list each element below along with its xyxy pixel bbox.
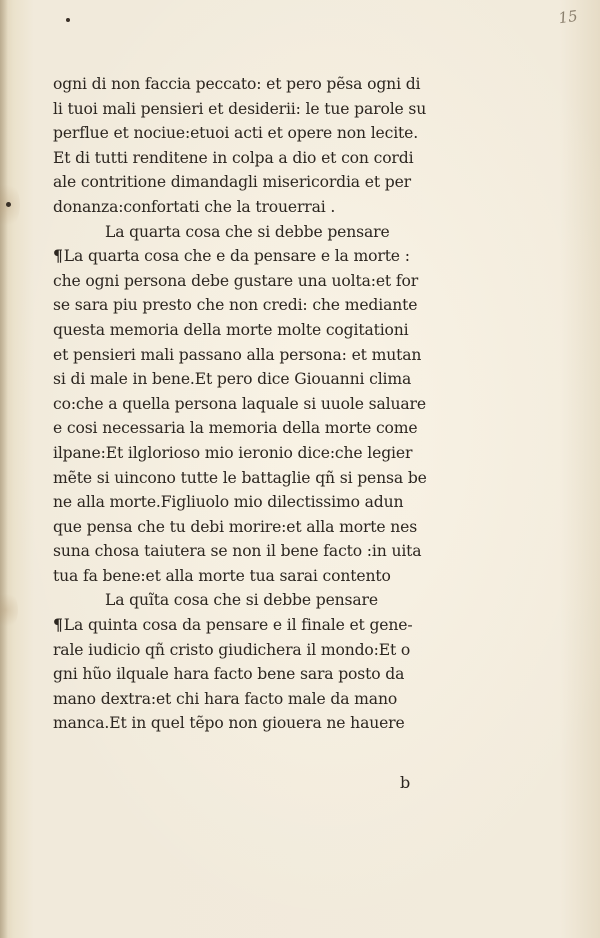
text-line: ogni di non faccia peccato: et pero pẽsa ogni di xyxy=(53,75,421,93)
text-line: se sara piu presto che non credi: che mediante xyxy=(53,296,418,315)
folio-number: 15 xyxy=(557,6,579,28)
paragraph-start-line xyxy=(53,244,463,269)
text-line: rale iudicio qñ cristo giudichera il mondo:Et o xyxy=(53,640,411,659)
gutter-shadow xyxy=(0,0,8,938)
signature-mark: b xyxy=(400,773,411,792)
text-line: tua fa bene:et alla morte tua sarai contento xyxy=(53,566,391,585)
section-heading-quinta: La quĩta cosa che si debbe pensare xyxy=(105,591,378,610)
text-line: perflue et nociue:etuoi acti et opere non lecite. xyxy=(53,124,419,143)
text-line: La quarta cosa che e da pensare e la morte : xyxy=(63,247,410,266)
text-line: e cosi necessaria la memoria della morte come xyxy=(53,419,418,438)
text-line: La quinta cosa da pensare e il finale et gene- xyxy=(63,616,413,635)
pilcrow-mark: ¶ xyxy=(53,246,63,266)
text-line: co:che a quella persona laquale si uuole saluare xyxy=(53,394,426,413)
text-line: mẽte si uincono tutte le battaglie qñ si pensa be xyxy=(53,468,427,487)
ink-spot xyxy=(6,202,11,207)
text-line: Et di tutti renditene in colpa a dio et con cordi xyxy=(53,148,414,167)
text-line: que pensa che tu debi morire:et alla morte nes xyxy=(53,517,418,536)
pilcrow-mark: ¶ xyxy=(53,615,63,635)
text-line: gni hũo ilquale hara facto bene sara posto da xyxy=(53,665,405,684)
text-line: che ogni persona debe gustare una uolta:et for xyxy=(53,271,419,290)
ink-spot xyxy=(66,18,70,22)
text-line: suna chosa taiutera se non il bene facto :in uita xyxy=(53,542,422,561)
text-line: ale contritione dimandagli misericordia et per xyxy=(53,173,411,192)
paper-stain xyxy=(0,590,18,630)
text-line: ilpane:Et ilglorioso mio ieronio dice:che legier xyxy=(53,443,413,462)
paragraph-start-line xyxy=(53,613,463,638)
text-line: ne alla morte.Figliuolo mio dilectissimo adun xyxy=(53,493,404,512)
text-line: donanza:confortati che la trouerrai . xyxy=(53,197,336,216)
text-line: mano dextra:et chi hara facto male da mano xyxy=(53,689,398,708)
text-line: manca.Et in quel tẽpo non giouera ne hauere xyxy=(53,714,405,733)
section-heading-quarta: La quarta cosa che si debbe pensare xyxy=(105,222,390,241)
text-line: questa memoria della morte molte cogitationi xyxy=(53,320,409,339)
text-line: si di male in bene.Et pero dice Giouanni clima xyxy=(53,370,412,389)
text-block xyxy=(53,72,463,736)
text-line: li tuoi mali pensieri et desiderii: le tue parole su xyxy=(53,99,427,118)
text-line: et pensieri mali passano alla persona: et mutan xyxy=(53,345,422,364)
